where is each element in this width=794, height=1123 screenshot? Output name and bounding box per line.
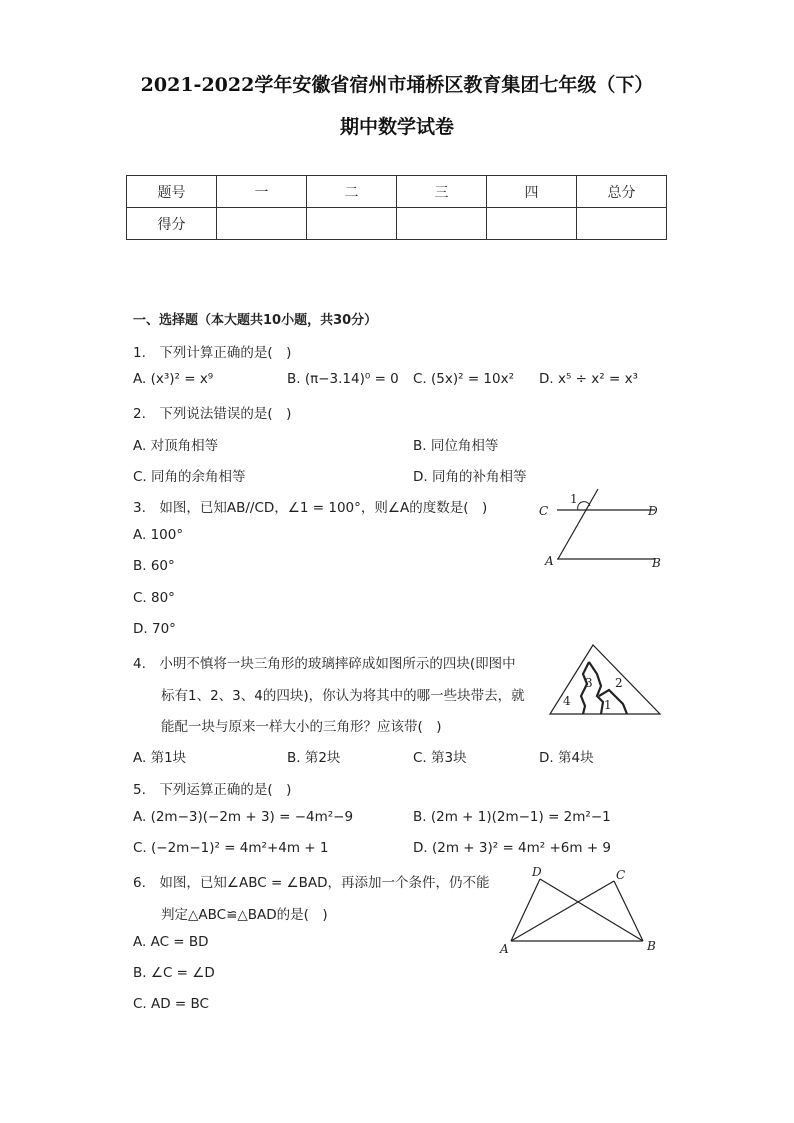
question-3-option-c: C. 80° xyxy=(133,590,175,606)
label-b: B xyxy=(652,556,661,570)
score-cell xyxy=(577,208,667,240)
piece-label-1: 1 xyxy=(604,698,612,712)
label-c: C xyxy=(539,504,549,518)
question-3-option-b: B. 60° xyxy=(133,558,175,574)
question-2-option-c: C. 同角的余角相等 xyxy=(133,469,246,485)
question-5-option-d: D. (2m + 3)² = 4m² +6m + 9 xyxy=(413,840,612,856)
score-cell: 四 xyxy=(487,176,577,208)
label-d: D xyxy=(648,504,658,518)
question-4-option-a: A. 第1块 xyxy=(133,750,187,766)
label-d: D xyxy=(532,865,542,879)
question-2-option-d: D. 同角的补角相等 xyxy=(413,469,527,485)
question-4-stem-line2: 标有1、2、3、4的四块)，你认为将其中的哪一些块带去，就 xyxy=(161,688,525,704)
label-b: B xyxy=(647,939,656,953)
question-2-option-a: A. 对顶角相等 xyxy=(133,438,219,454)
question-6-stem-line2: 判定△ABC≌△BAD的是( ) xyxy=(161,907,328,923)
exam-title-line1: 2021-2022学年安徽省宿州市埇桥区教育集团七年级（下） xyxy=(140,74,654,96)
question-1-option-a: A. (x³)² = x⁹ xyxy=(133,371,214,387)
score-cell: 总分 xyxy=(577,176,667,208)
figure-parallel-lines xyxy=(530,485,670,575)
score-cell xyxy=(487,208,577,240)
question-4-option-c: C. 第3块 xyxy=(413,750,467,766)
score-cell: 三 xyxy=(397,176,487,208)
question-2-stem: 2. 下列说法错误的是( ) xyxy=(133,406,292,422)
figure-two-triangles xyxy=(495,862,665,958)
figure-broken-triangle xyxy=(545,640,665,720)
score-cell xyxy=(397,208,487,240)
question-5-option-c: C. (−2m−1)² = 4m²+4m + 1 xyxy=(133,840,329,856)
label-c: C xyxy=(616,868,626,882)
label-a: A xyxy=(545,554,554,568)
question-5-stem: 5. 下列运算正确的是( ) xyxy=(133,782,292,798)
section-heading: 一、选择题（本大题共10小题，共30分） xyxy=(133,313,378,328)
score-table-score-row xyxy=(127,208,667,240)
score-cell: 题号 xyxy=(127,176,217,208)
label-angle-1: 1 xyxy=(570,492,578,506)
score-table xyxy=(126,175,667,240)
transversal-line xyxy=(558,489,598,559)
question-1-option-c: C. (5x)² = 10x² xyxy=(413,371,515,387)
score-cell: 二 xyxy=(307,176,397,208)
question-3-option-d: D. 70° xyxy=(133,621,176,637)
question-6-option-c: C. AD = BC xyxy=(133,996,209,1012)
piece-label-3: 3 xyxy=(585,676,593,690)
question-6-option-a: A. AC = BD xyxy=(133,934,209,950)
score-table-header-row xyxy=(127,176,667,208)
question-2-option-b: B. 同位角相等 xyxy=(413,438,499,454)
piece-label-2: 2 xyxy=(615,676,623,690)
question-6-option-b: B. ∠C = ∠D xyxy=(133,965,215,981)
question-4-option-d: D. 第4块 xyxy=(539,750,594,766)
piece-label-4: 4 xyxy=(563,694,571,708)
question-3-option-a: A. 100° xyxy=(133,527,184,543)
question-3-stem: 3. 如图，已知AB//CD，∠1 = 100°，则∠A的度数是( ) xyxy=(133,500,488,516)
question-5-option-a: A. (2m−3)(−2m + 3) = −4m²−9 xyxy=(133,809,354,825)
label-a: A xyxy=(500,942,509,956)
question-1-option-d: D. x⁵ ÷ x² = x³ xyxy=(539,371,638,387)
score-cell xyxy=(217,208,307,240)
score-cell xyxy=(307,208,397,240)
segment-ac xyxy=(511,881,614,941)
score-cell: 一 xyxy=(217,176,307,208)
question-1-stem: 1. 下列计算正确的是( ) xyxy=(133,345,292,361)
question-4-option-b: B. 第2块 xyxy=(287,750,341,766)
score-cell: 得分 xyxy=(127,208,217,240)
question-6-stem-line1: 6. 如图，已知∠ABC = ∠BAD，再添加一个条件，仍不能 xyxy=(133,875,490,891)
question-4-stem-line1: 4. 小明不慎将一块三角形的玻璃摔碎成如图所示的四块(即图中 xyxy=(133,656,516,672)
question-5-option-b: B. (2m + 1)(2m−1) = 2m²−1 xyxy=(413,809,611,825)
segment-ad xyxy=(511,879,540,941)
question-1-option-b: B. (π−3.14)⁰ = 0 xyxy=(287,371,399,387)
question-4-stem-line3: 能配一块与原来一样大小的三角形？应该带( ) xyxy=(161,719,442,735)
exam-title-line2: 期中数学试卷 xyxy=(339,116,454,138)
